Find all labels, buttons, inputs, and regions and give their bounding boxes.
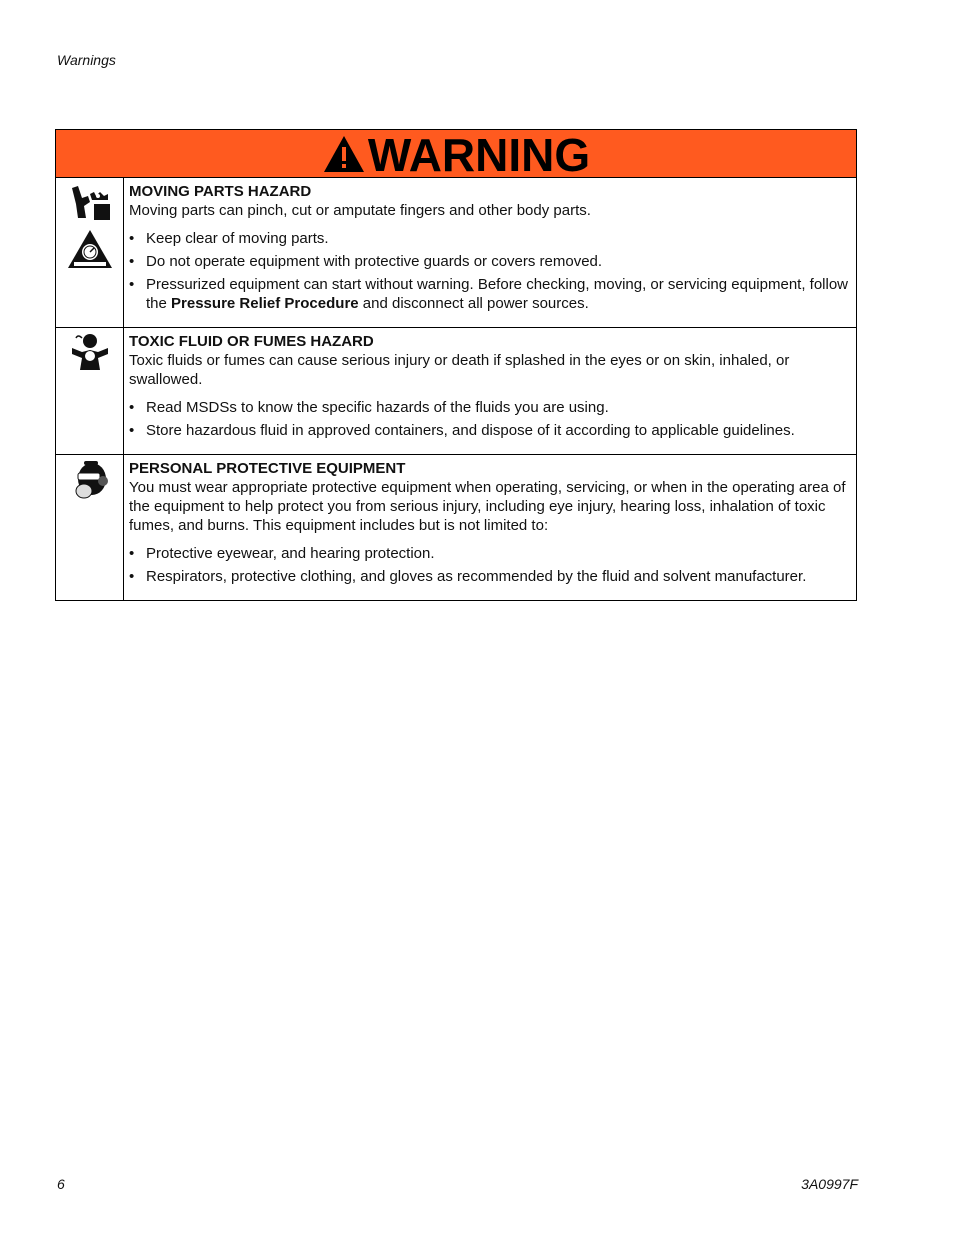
protective-equipment-head-icon	[70, 459, 110, 501]
hazard-row-toxic-fluid	[56, 327, 856, 454]
list-item	[129, 275, 848, 313]
list-item: • Keep clear of moving parts.	[129, 229, 848, 248]
toxic-fumes-person-icon	[68, 332, 112, 372]
hazard-content	[124, 455, 856, 600]
hazard-content	[124, 178, 856, 327]
warning-banner	[56, 128, 856, 181]
hazard-row-moving-parts	[56, 178, 856, 327]
hazard-bullets	[129, 544, 848, 586]
page-number: 6	[57, 1176, 65, 1192]
pressure-relief-procedure-ref: Pressure Relief Procedure	[171, 295, 359, 312]
warning-triangle-icon	[322, 134, 366, 174]
hazard-bullets	[129, 398, 848, 440]
bullet-text: Pressurized equipment can start without warning. Before checking, moving, or servicing equipment, follow the	[146, 276, 849, 312]
hazard-description: You must wear appropriate protective equipment when operating, servicing, or when in the operating area of the equipment to help protect you from serious injury, including eye injury, hearing loss, inhalation of toxic fumes, and burns. This equipment includes but is not limited to:	[129, 479, 846, 534]
warning-title: WARNING	[367, 128, 591, 181]
bullet-text: and disconnect all power sources.	[358, 295, 589, 312]
list-item: • Respirators, protective clothing, and gloves as recommended by the fluid and solvent manufacturer.	[129, 567, 848, 586]
hazard-title: TOXIC FLUID OR FUMES HAZARD	[129, 333, 374, 350]
pressure-gauge-hazard-icon	[66, 228, 114, 270]
document-code: 3A0997F	[801, 1176, 858, 1192]
hazard-title: PERSONAL PROTECTIVE EQUIPMENT	[129, 460, 406, 477]
hazard-title: MOVING PARTS HAZARD	[129, 183, 312, 200]
hazard-icons	[56, 328, 124, 454]
running-head: Warnings	[57, 52, 116, 68]
hazard-description: Moving parts can pinch, cut or amputate fingers and other body parts.	[129, 202, 591, 219]
list-item: • Read MSDSs to know the specific hazards of the fluids you are using.	[129, 398, 848, 417]
hazard-content	[124, 328, 856, 454]
hazard-row-protective-equipment	[56, 454, 856, 600]
warning-table	[55, 129, 857, 601]
hazard-description: Toxic fluids or fumes can cause serious injury or death if splashed in the eyes or on skin, inhaled, or swallowed.	[129, 352, 790, 388]
list-item: • Store hazardous fluid in approved containers, and dispose of it according to applicable guidelines.	[129, 421, 848, 440]
hazard-icons	[56, 178, 124, 327]
list-item: • Do not operate equipment with protective guards or covers removed.	[129, 252, 848, 271]
list-item: • Protective eyewear, and hearing protection.	[129, 544, 848, 563]
moving-parts-hand-icon	[68, 182, 112, 222]
hazard-bullets	[129, 229, 848, 313]
hazard-icons	[56, 455, 124, 600]
